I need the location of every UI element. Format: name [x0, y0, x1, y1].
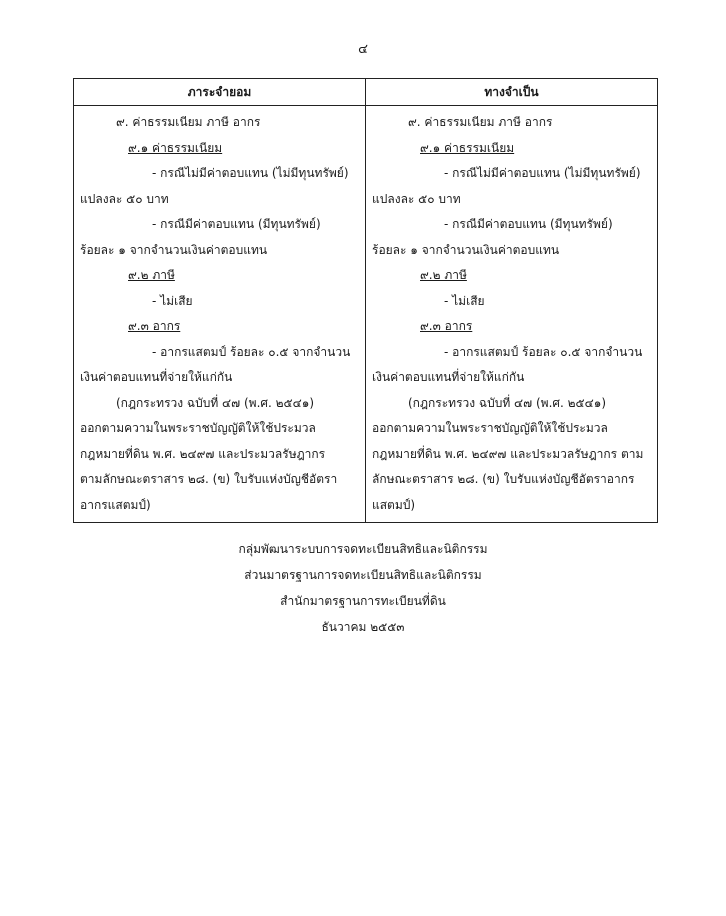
- comparison-table: [73, 78, 658, 523]
- necessary-passage-cell: [366, 106, 658, 523]
- fee-subheading: ๙.๑ ค่าธรรมเนียม: [128, 140, 223, 155]
- duty-subheading: ๙.๓ อากร: [420, 319, 473, 333]
- regulation-ref: (กฎกระทรวง ฉบับที่ ๔๗ (พ.ศ. ๒๕๔๑): [116, 395, 315, 410]
- case-no-compensation-rate: แปลงละ ๕๐ บาท: [372, 191, 461, 206]
- servitude-cell: [74, 106, 366, 523]
- tax-value: - ไม่เสีย: [152, 293, 193, 308]
- stamp-duty-rate: - อากรแสตมป์ ร้อยละ ๐.๕ จากจำนวน: [152, 344, 351, 359]
- case-no-compensation: - กรณีไม่มีค่าตอบแทน (ไม่มีทุนทรัพย์): [444, 166, 641, 180]
- regulation-ref-line: ออกตามความในพระราชบัญญัติให้ใช้ประมวล: [80, 421, 316, 435]
- header-servitude: ภาระจำยอม: [74, 79, 366, 106]
- tax-subheading: ๙.๒ ภาษี: [128, 268, 175, 282]
- tax-subheading: ๙.๒ ภาษี: [420, 268, 467, 282]
- footer-bureau-name: สำนักมาตรฐานการทะเบียนที่ดิน: [280, 594, 446, 608]
- case-with-compensation-rate: ร้อยละ ๑ จากจำนวนเงินค่าตอบแทน: [372, 242, 560, 257]
- tax-value: - ไม่เสีย: [444, 293, 485, 308]
- table-row: [74, 106, 658, 523]
- stamp-duty-basis: เงินค่าตอบแทนที่จ่ายให้แก่กัน: [372, 370, 525, 384]
- fees-title: ๙. ค่าธรรมเนียม ภาษี อากร: [408, 115, 553, 129]
- regulation-ref-line: แสตมป์): [372, 497, 416, 512]
- duty-subheading: ๙.๓ อากร: [128, 319, 181, 333]
- case-with-compensation: - กรณีมีค่าตอบแทน (มีทุนทรัพย์): [152, 217, 321, 231]
- regulation-ref-line: อากรแสตมป์): [80, 497, 151, 512]
- regulation-ref-line: กฎหมายที่ดิน พ.ศ. ๒๔๙๗ และประมวลรัษฎากร ตาม: [372, 446, 644, 461]
- regulation-ref: (กฎกระทรวง ฉบับที่ ๔๗ (พ.ศ. ๒๕๔๑): [408, 395, 607, 410]
- footer-group-name: กลุ่มพัฒนาระบบการจดทะเบียนสิทธิและนิติกรรม: [238, 542, 488, 556]
- fee-subheading: ๙.๑ ค่าธรรมเนียม: [420, 140, 515, 155]
- case-no-compensation-rate: แปลงละ ๕๐ บาท: [80, 191, 169, 206]
- regulation-ref-line: ลักษณะตราสาร ๒๘. (ข) ใบรับแห่งบัญชีอัตราอากร: [372, 472, 635, 486]
- footer-division-name: ส่วนมาตรฐานการจดทะเบียนสิทธิและนิติกรรม: [244, 568, 482, 582]
- regulation-ref-line: กฎหมายที่ดิน พ.ศ. ๒๔๙๗ และประมวลรัษฎากร: [80, 446, 326, 461]
- stamp-duty-rate: - อากรแสตมป์ ร้อยละ ๐.๕ จากจำนวน: [444, 344, 643, 359]
- footer-date: ธันวาคม ๒๕๕๓: [321, 620, 405, 634]
- table-header-row: [74, 79, 658, 106]
- page-number: ๔: [358, 42, 368, 57]
- stamp-duty-basis: เงินค่าตอบแทนที่จ่ายให้แก่กัน: [80, 370, 233, 384]
- regulation-ref-line: ออกตามความในพระราชบัญญัติให้ใช้ประมวล: [372, 421, 608, 435]
- fees-title: ๙. ค่าธรรมเนียม ภาษี อากร: [116, 115, 261, 129]
- case-no-compensation: - กรณีไม่มีค่าตอบแทน (ไม่มีทุนทรัพย์): [152, 166, 349, 180]
- case-with-compensation-rate: ร้อยละ ๑ จากจำนวนเงินค่าตอบแทน: [80, 242, 268, 257]
- regulation-ref-line: ตามลักษณะตราสาร ๒๘. (ข) ใบรับแห่งบัญชีอัตรา: [80, 472, 338, 486]
- case-with-compensation: - กรณีมีค่าตอบแทน (มีทุนทรัพย์): [444, 217, 613, 231]
- header-necessary-passage: ทางจำเป็น: [366, 79, 658, 106]
